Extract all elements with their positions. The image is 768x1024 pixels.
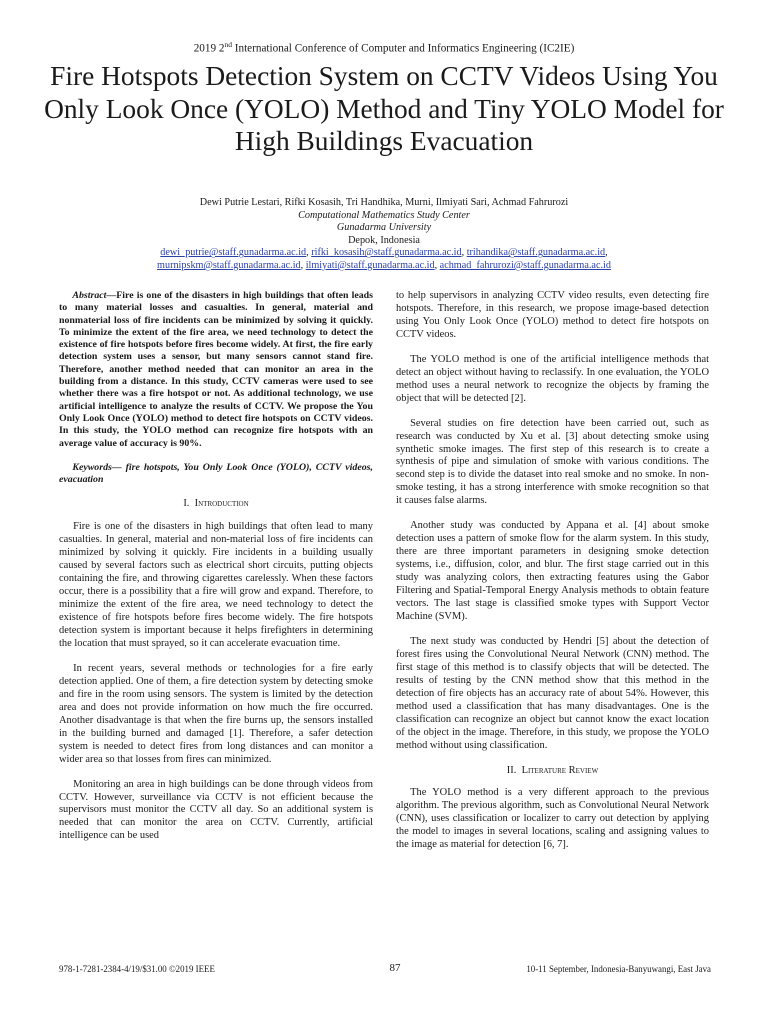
- section-title: Literature Review: [521, 764, 599, 776]
- left-column: [59, 290, 373, 855]
- email-link[interactable]: achmad_fahrurozi@staff.gunadarma.ac.id: [439, 259, 611, 271]
- body-paragraph: The next study was conducted by Hendri [5] about the detection of forest fires using the Convolutional Neural Network (CNN) method. The first stage of this method is to classify objects that will be detected. The results of testing by the CNN method show that this method in the detection of fire objects has an accuracy rate of about 54%. However, this method used a classification that has many disadvantages. One is the classification can recognize an object but cannot know the exact location of the object in the image. Therefore, in this study, we propose the YOLO method without using classification.: [396, 635, 709, 751]
- keywords: Keywords— fire hotspots, You Only Look Once (YOLO), CCTV videos, evacuation: [59, 461, 373, 486]
- right-column: [396, 290, 709, 864]
- section-heading-literature-review: [396, 765, 709, 778]
- body-paragraph: Fire is one of the disasters in high buildings that often lead to many casualties. In general, material and non-material loss of fire incidents can minimized by solving it quickly. Fire incidents in a building usually caused by several factors such as electrical short circuits, putting objects containing the fire, and throwing cigarettes carelessly. When these factors occur, there is a possibility that a fire will grow and expand. Therefore, to minimize the extent of the fire area, we need technology to detect the existence of fire hotspots before fires become widely. The fire hotspots detection system is important because it helps firefighters in determining the location that must sprayed, so it can accelerate evacuation time.: [59, 521, 373, 649]
- section-heading-introduction: [59, 498, 373, 511]
- email-link[interactable]: trihandika@staff.gunadarma.ac.id: [466, 247, 606, 259]
- email-link[interactable]: ilmiyati@staff.gunadarma.ac.id: [305, 259, 435, 271]
- conference-header: [0, 40, 768, 55]
- body-paragraph: The YOLO method is a very different approach to the previous algorithm. The previous algorithm, such as Convolutional Neural Network (CNN), uses classification or localizer to carry out detection by applying the model to images in several locations, scaling and assigning values to the image as material for detection [6, 7].: [396, 787, 709, 851]
- page-number: 87: [389, 962, 401, 974]
- author-emails-line-1: dewi_putrie@staff.gunadarma.ac.id, rifki_kosasih@staff.gunadarma.ac.id, trihandika@staff.gunadarma.ac.id,: [160, 247, 608, 259]
- body-paragraph: In recent years, several methods or technologies for a fire early detection applied. One of them, a fire detection system by detecting smoke and fire in the room using sensors. The system is limited by the detection area and does not provide information on how much the fire occurred. Another disadvantage is that when the fire burns up, the sensors installed in the building burned and damaged [1]. Therefore, a safer detection system is needed to detect fires from long distances and can monitor a wider area so that losses from fires can minimized.: [59, 662, 373, 765]
- section-number: I.: [183, 498, 190, 510]
- abstract-text: —Fire is one of the disasters in high buildings that often leads to many material losses and casualties. In general, material and nonmaterial loss of fire incidents can be minimized by solving it quickly. To minimize the extent of the fire area, we need technology to detect the existence of fire hotspots before fires become widely. At first, the fire early detection system uses a sensor, but many sensors cannot stand fire. Therefore, another method needed that can monitor an area in the building from a distance. In this study, CCTV cameras were used to see whether there was a fire hotspot or not. As additional technology, we use artificial intelligence to analyze the results of CCTV. We propose the You Only Look Once (YOLO) method to detect fire hotspots on CCTV videos. In this study, the YOLO method can recognize fire hotspots with an average value of accuracy is 90%.: [59, 290, 373, 449]
- paper-title: Fire Hotspots Detection System on CCTV Videos Using You Only Look Once (YOLO) Method and Tiny YOLO Model for High Buildings Evacuation: [44, 61, 724, 156]
- footer-isbn: 978-1-7281-2384-4/19/$31.00 ©2019 IEEE: [59, 964, 215, 974]
- author-emails-line-2: murnipskm@staff.gunadarma.ac.id, ilmiyati@staff.gunadarma.ac.id, achmad_fahrurozi@staff.gunadarma.ac.id: [157, 259, 611, 271]
- body-paragraph: Another study was conducted by Appana et al. [4] about smoke detection uses a pattern of smoke flow for the alarm system. In this study, there are three important parameters in designing smoke detection systems, i.e., diffusion, color, and blur. The first stage carried out in this study was analyzing colors, then extracting features using the Gabor Filtering and Spatial-Temporal Energy Analysis methods to obtain feature vectors. The last stage is classified smoke types with Support Vector Machine (SVM).: [396, 520, 709, 622]
- abstract-label: Abstract: [72, 290, 107, 301]
- author-department: Computational Mathematics Study Center: [298, 209, 470, 221]
- body-paragraph: Monitoring an area in high buildings can be done through videos from CCTV. However, surveillance via CCTV is not efficient because the supervisors must monitor the CCTV all day. So an additional system is needed that can monitor the area on CCTV. Currently, artificial intelligence can be used: [59, 778, 373, 842]
- body-paragraph: The YOLO method is one of the artificial intelligence methods that detect an object without having to reclassify. In one evaluation, the YOLO method uses a neural network to recognize the objects by framing the object that will be detected [2].: [396, 353, 709, 404]
- body-paragraph: Several studies on fire detection have been carried out, such as research was conducted by Xu et al. [3] about detecting smoke using synthetic smoke images. The first step of this research is to create a synthesis of pipe and simulation of smoke with various conditions. The second step is to divide the dataset into real smoke and no smoke. In non-smoke testing, it has a strong interference with smoke recognition so that it causes false alarms.: [396, 417, 709, 507]
- email-link[interactable]: rifki_kosasih@staff.gunadarma.ac.id: [311, 247, 462, 259]
- email-link[interactable]: dewi_putrie@staff.gunadarma.ac.id: [160, 247, 307, 259]
- abstract: [59, 290, 373, 450]
- author-university: Gunadarma University: [336, 222, 432, 234]
- conference-prefix: 2019 2: [193, 42, 225, 55]
- body-paragraph-continued: to help supervisors in analyzing CCTV video results, even detecting fire hotspots. Therefore, in this research, we propose image-based detection using You Only Look Once (YOLO) method to detect fire hotspots on CCTV videos.: [396, 290, 709, 340]
- author-city: Depok, Indonesia: [348, 234, 420, 246]
- conference-name: International Conference of Computer and Informatics Engineering (IC2IE): [231, 42, 575, 55]
- section-title: Introduction: [194, 498, 249, 510]
- email-link[interactable]: murnipskm@staff.gunadarma.ac.id: [157, 259, 301, 271]
- author-block: [0, 197, 768, 273]
- section-number: II.: [506, 764, 517, 776]
- author-names: Dewi Putrie Lestari, Rifki Kosasih, Tri Handhika, Murni, Ilmiyati Sari, Achmad Fahrurozi: [199, 197, 569, 208]
- footer-conference-info: 10-11 September, Indonesia-Banyuwangi, East Java: [526, 964, 711, 974]
- conference-ordinal-suffix: nd: [224, 40, 232, 49]
